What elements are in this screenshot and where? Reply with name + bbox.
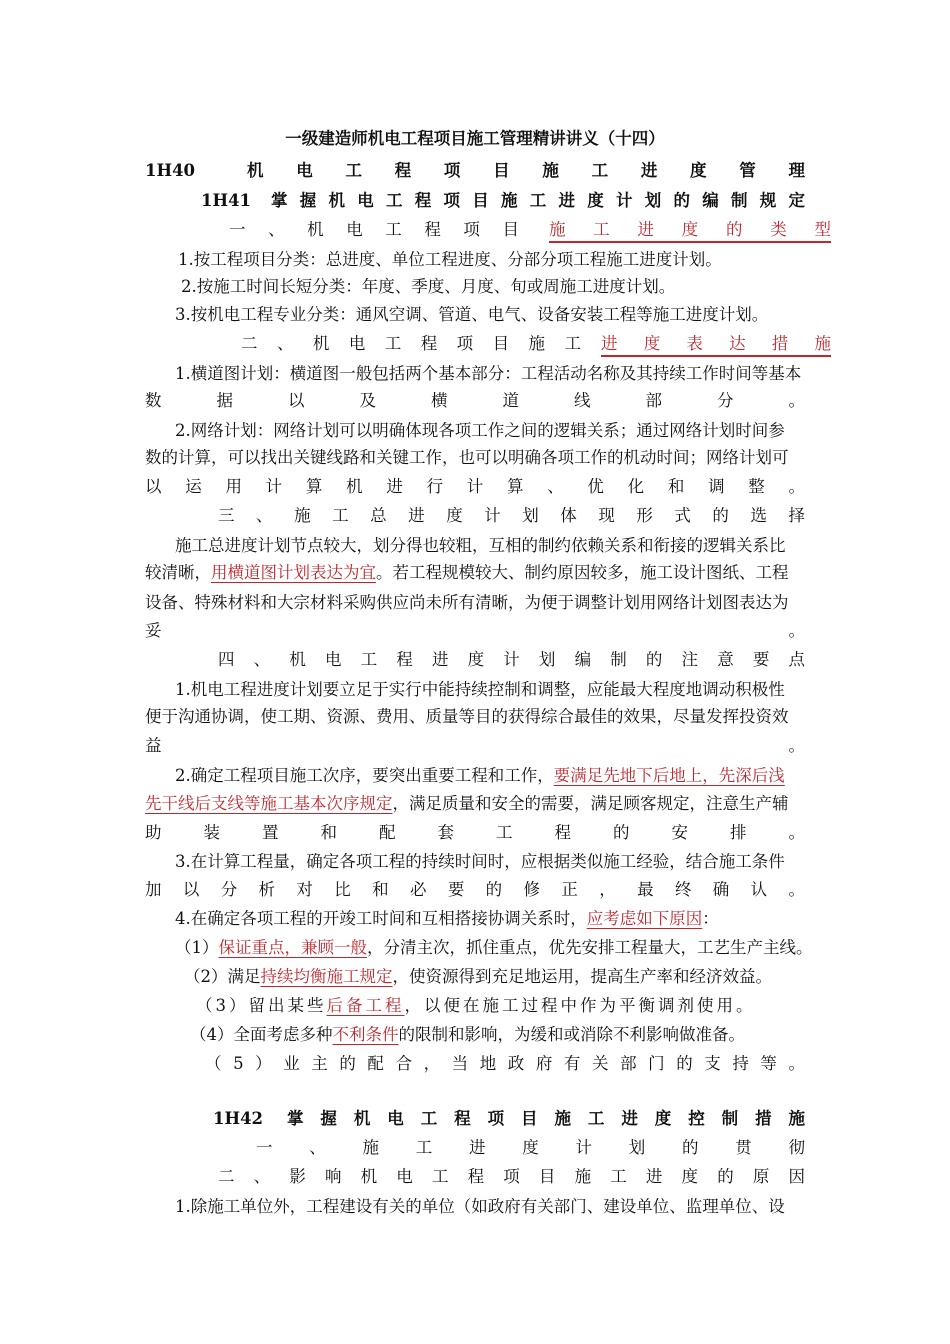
section-title: 掌握机电工程项目施工进度控制措施	[287, 1109, 805, 1128]
paragraph-line: 助装置和配套工程的安排。	[145, 823, 805, 842]
paragraph-line: 2.按施工时间长短分类：年度、季度、月度、旬或周施工进度计划。	[181, 277, 676, 296]
subsection-2-heading: 二、机电工程项目施工 进度表达措施	[145, 333, 805, 357]
list-item: （5）业主的配合，当地政府有关部门的支持等。	[205, 1054, 805, 1073]
list-item: （4）全面考虑多种不利条件的限制和影响，为缓和或消除不利影响做准备。	[190, 1025, 745, 1044]
chapter-code: 1H40	[145, 161, 196, 180]
paragraph-line: 3.在计算工程量，确定各项工程的持续时间时，应根据类似施工经验，结合施工条件	[175, 852, 785, 871]
paragraph-line: 加以分析对比和必要的修正，最终确认。	[145, 880, 805, 899]
paragraph-line: 益。	[145, 736, 805, 755]
list-item: （2）满足持续均衡施工规定，使资源得到充足地运用，提高生产率和经济效益。	[184, 967, 772, 986]
section-code: 1H42	[213, 1109, 264, 1128]
paragraph-line: 设备、特殊材料和大宗材料采购供应尚未所有清晰，为便于调整计划用网络计划图表达为	[145, 593, 789, 612]
subsection-4-heading: 四、机电工程进度计划编制的注意要点	[218, 650, 805, 669]
highlight-progress-types: 施工进度的类型	[549, 219, 831, 243]
highlight-gantt-preferred: 用横道图计划表达为宜	[211, 563, 376, 582]
section-title: 掌握机电工程项目施工进度计划的编制规定	[271, 191, 805, 210]
subsection-3-heading: 三、施工总进度计划体现形式的选择	[218, 506, 805, 525]
subsection-6-heading: 二、影响机电工程项目施工进度的原因	[218, 1167, 805, 1186]
paragraph-line: 1.除施工单位外，工程建设有关的单位（如政府有关部门、建设单位、监理单位、设	[175, 1197, 785, 1216]
paragraph-line: 以运用计算机进行计算、优化和调整。	[145, 477, 805, 496]
paragraph-line: 较清晰，用横道图计划表达为宜。若工程规模较大、制约原因较多，施工设计图纸、工程	[145, 563, 789, 582]
section-heading-1h41	[145, 190, 805, 214]
chapter-heading	[145, 160, 805, 184]
section-heading-1h42	[145, 1108, 805, 1132]
paragraph-line: 3.按机电工程专业分类：通风空调、管道、电气、设备安装工程等施工进度计划。	[175, 305, 769, 324]
subsection-1-heading: 一、机电工程项目 施工进度的类型	[145, 219, 805, 243]
paragraph-line: 数的计算，可以找出关键线路和关键工作，也可以明确各项工作的机动时间；网络计划可	[145, 448, 789, 467]
highlight-key-points: 保证重点，兼顾一般	[218, 938, 367, 957]
highlight-consider-factors: 应考虑如下原因	[586, 909, 703, 928]
paragraph-line: 1.横道图计划：横道图一般包括两个基本部分：工程活动名称及其持续工作时间等基本	[175, 364, 802, 383]
paragraph-line: 便于沟通协调，使工期、资源、费用、质量等目的获得综合最佳的效果，尽量发挥投资效	[145, 707, 789, 726]
paragraph-line: 数据以及横道线部分。	[145, 391, 805, 410]
paragraph-line: 2.网络计划：网络计划可以明确体现各项工作之间的逻辑关系；通过网络计划时间参	[175, 421, 785, 440]
paragraph-line: 1.机电工程进度计划要立足于实行中能持续控制和调整，应能最大程度地调动积极性	[175, 680, 785, 699]
section-code: 1H41	[201, 191, 252, 210]
document-title: 一级建造师机电工程项目施工管理精讲讲义（十四）	[285, 129, 665, 148]
list-item: （3）留出某些后备工程，以便在施工过程中作为平衡调剂使用。	[196, 996, 756, 1015]
paragraph-line: 1.按工程项目分类：总进度、单位工程进度、分部分项工程施工进度计划。	[178, 250, 722, 269]
paragraph-line: 2.确定工程项目施工次序，要突出重要工程和工作，要满足先地下后地上，先深后浅	[175, 766, 785, 785]
list-item: （1）保证重点，兼顾一般，分清主次，抓住重点，优先安排工程量大，工艺生产主线。	[175, 938, 813, 957]
highlight-progress-expression: 进度表达措施	[601, 333, 831, 357]
highlight-backup-projects: 后备工程	[326, 996, 405, 1015]
highlight-adverse-conditions: 不利条件	[332, 1025, 399, 1044]
highlight-balanced-construction: 持续均衡施工规定	[260, 967, 393, 986]
paragraph-line: 4.在确定各项工程的开竣工时间和互相搭接协调关系时，应考虑如下原因：	[175, 909, 719, 928]
chapter-title: 机电工程项目施工进度管理	[247, 161, 805, 180]
highlight-construction-order: 要满足先地下后地上，先深后浅	[553, 766, 785, 785]
paragraph-line: 妥。	[145, 621, 805, 640]
paragraph-line: 施工总进度计划节点较大，划分得也较粗，互相的制约依赖关系和衔接的逻辑关系比	[175, 536, 786, 555]
paragraph-line: 先干线后支线等施工基本次序规定，满足质量和安全的需要，满足顾客规定，注意生产辅	[145, 794, 789, 813]
highlight-construction-order-cont: 先干线后支线等施工基本次序规定	[145, 794, 393, 813]
subsection-5-heading: 一、施工进度计划的贯彻	[256, 1138, 805, 1157]
